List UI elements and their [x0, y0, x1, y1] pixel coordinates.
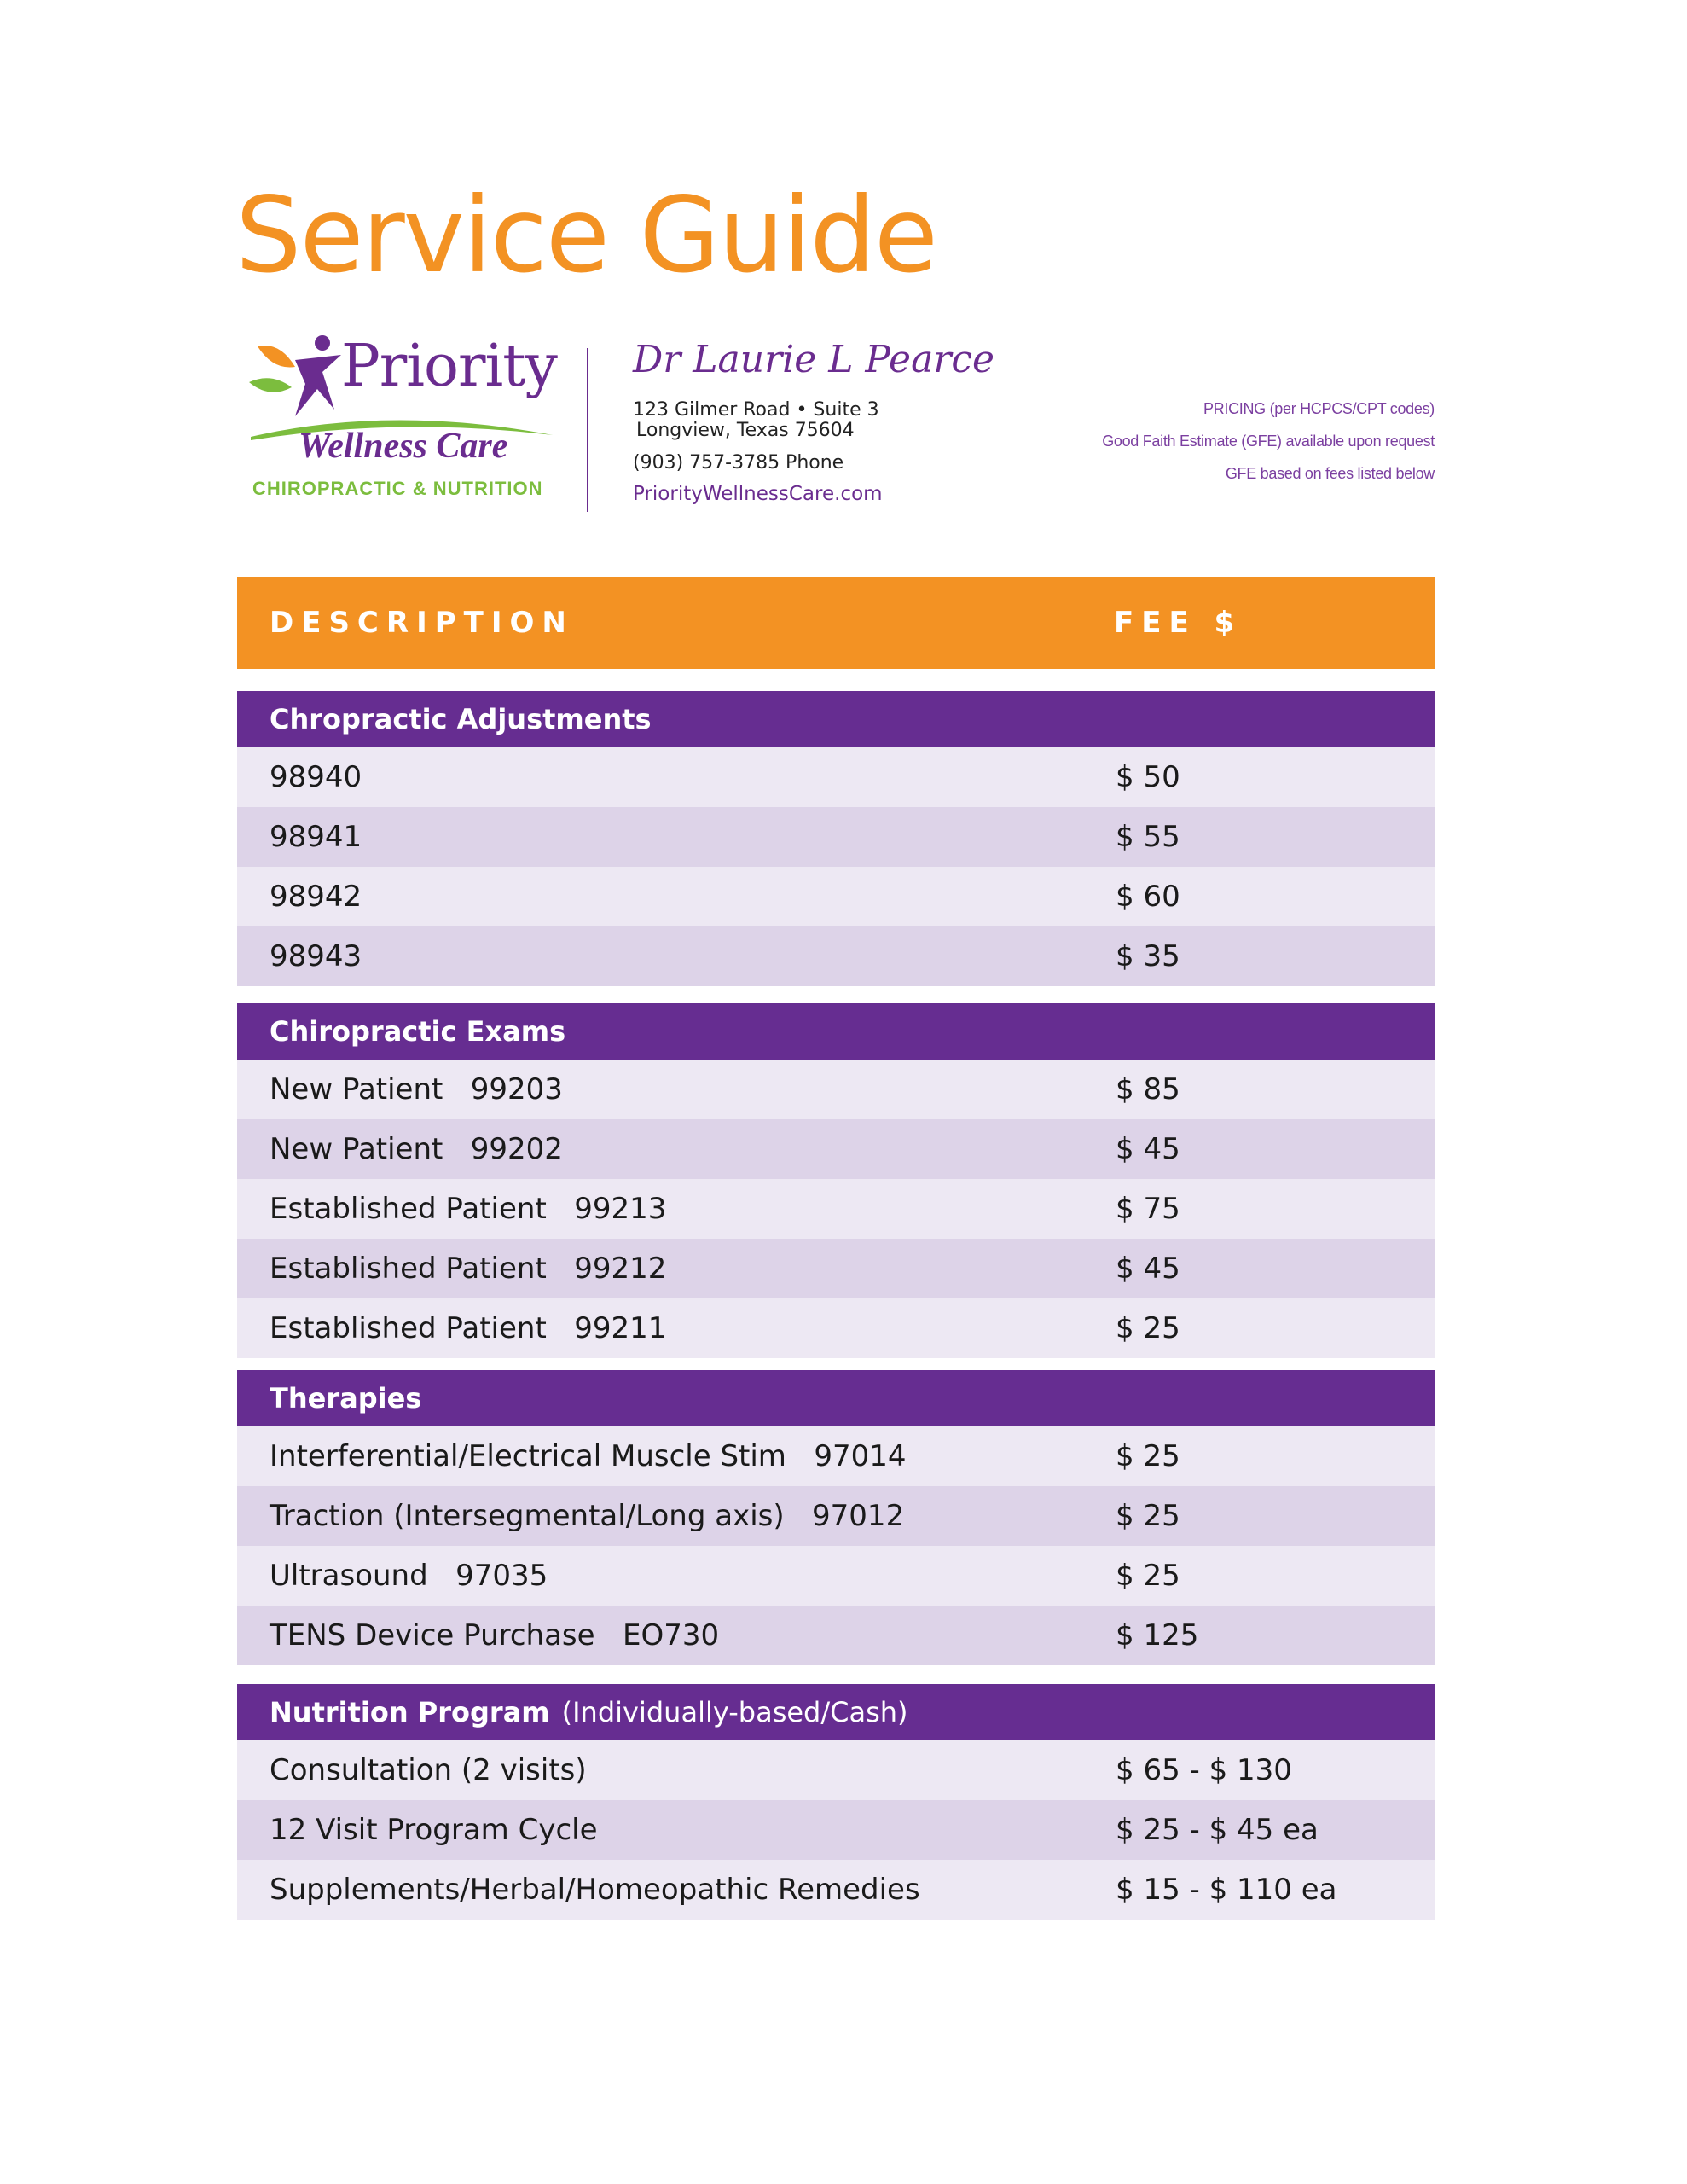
- table-row: [237, 1426, 1435, 1486]
- service-description: Ultrasound 97035: [270, 1559, 548, 1593]
- section-title-text: Nutrition Program: [270, 1696, 550, 1728]
- logo-subtitle: Wellness Care: [299, 427, 508, 466]
- service-fee: $ 45: [1116, 1132, 1180, 1166]
- service-fee: $ 25 - $ 45 ea: [1116, 1813, 1319, 1847]
- service-description: 98942: [270, 880, 362, 914]
- table-section: [237, 1370, 1435, 1665]
- column-header-description: DESCRIPTION: [270, 606, 574, 640]
- address-line-1: 123 Gilmer Road • Suite 3: [633, 399, 879, 421]
- logo-tagline: CHIROPRACTIC & NUTRITION: [252, 478, 543, 499]
- table-row: [237, 1298, 1435, 1358]
- table-row: [237, 747, 1435, 807]
- table-section: [237, 1684, 1435, 1920]
- table-row: [237, 807, 1435, 867]
- section-title-text: Chiropractic Exams: [270, 1015, 566, 1048]
- phone-number: (903) 757-3785 Phone: [633, 452, 844, 473]
- pricing-note-line-3: GFE based on fees listed below: [1225, 465, 1435, 482]
- section-title: [270, 1684, 908, 1740]
- table-row: [237, 1119, 1435, 1179]
- service-fee: $ 25: [1116, 1439, 1180, 1473]
- service-fee: $ 25: [1116, 1499, 1180, 1533]
- table-row: [237, 1060, 1435, 1119]
- service-fee: $ 25: [1116, 1311, 1180, 1345]
- section-header: [237, 1370, 1435, 1426]
- table-section: [237, 1003, 1435, 1358]
- service-description: Interferential/Electrical Muscle Stim 97014: [270, 1439, 907, 1473]
- section-header: [237, 691, 1435, 747]
- section-header: [237, 1003, 1435, 1060]
- section-note: (Individually-based/Cash): [561, 1696, 908, 1728]
- service-description: Established Patient 99211: [270, 1311, 667, 1345]
- header-divider: [587, 348, 588, 512]
- service-fee: $ 55: [1116, 820, 1180, 854]
- service-description: TENS Device Purchase EO730: [270, 1618, 720, 1653]
- company-logo: [246, 334, 561, 514]
- service-fee: $ 75: [1116, 1192, 1180, 1226]
- pricing-note-line-2: Good Faith Estimate (GFE) available upon request: [1102, 433, 1435, 450]
- table-row: [237, 926, 1435, 986]
- service-description: 98940: [270, 760, 362, 794]
- section-title-text: Chropractic Adjustments: [270, 703, 652, 735]
- service-fee: $ 65 - $ 130: [1116, 1753, 1292, 1787]
- service-fee: $ 15 - $ 110 ea: [1116, 1873, 1337, 1907]
- table-sections: [237, 691, 1435, 1920]
- section-title: [270, 1370, 421, 1426]
- section-header: [237, 1684, 1435, 1740]
- table-row: [237, 1486, 1435, 1546]
- service-fee: $ 60: [1116, 880, 1180, 914]
- page-title: Service Guide: [235, 175, 936, 296]
- table-row: [237, 1740, 1435, 1800]
- service-fee: $ 35: [1116, 939, 1180, 973]
- pricing-note-line-1: PRICING (per HCPCS/CPT codes): [1203, 400, 1435, 417]
- table-row: [237, 1546, 1435, 1606]
- fee-table: [237, 577, 1435, 1920]
- service-description: Consultation (2 visits): [270, 1753, 587, 1787]
- website-link[interactable]: PriorityWellnessCare.com: [633, 483, 883, 505]
- service-description: Traction (Intersegmental/Long axis) 97012: [270, 1499, 905, 1533]
- service-description: 98943: [270, 939, 362, 973]
- service-fee: $ 125: [1116, 1618, 1199, 1653]
- service-description: 12 Visit Program Cycle: [270, 1813, 598, 1847]
- service-description: New Patient 99202: [270, 1132, 563, 1166]
- service-fee: $ 45: [1116, 1252, 1180, 1286]
- address-line-2: Longview, Texas 75604: [636, 420, 855, 441]
- table-row: [237, 1860, 1435, 1920]
- service-description: New Patient 99203: [270, 1072, 563, 1107]
- table-section: [237, 691, 1435, 986]
- section-title-text: Therapies: [270, 1382, 422, 1414]
- table-row: [237, 1179, 1435, 1239]
- service-description: Supplements/Herbal/Homeopathic Remedies: [270, 1873, 920, 1907]
- service-description: Established Patient 99213: [270, 1192, 667, 1226]
- service-fee: $ 25: [1116, 1559, 1180, 1593]
- service-description: Established Patient 99212: [270, 1252, 667, 1286]
- column-header-fee: FEE $: [1114, 606, 1243, 640]
- table-row: [237, 867, 1435, 926]
- table-row: [237, 1800, 1435, 1860]
- service-description: 98941: [270, 820, 362, 854]
- section-title: [270, 1003, 565, 1060]
- service-fee: $ 50: [1116, 760, 1180, 794]
- table-header: [237, 577, 1435, 669]
- table-row: [237, 1606, 1435, 1665]
- section-title: [270, 691, 652, 747]
- doctor-name: Dr Laurie L Pearce: [633, 338, 995, 381]
- service-fee: $ 85: [1116, 1072, 1180, 1107]
- logo-wordmark: Priority: [341, 333, 557, 400]
- table-row: [237, 1239, 1435, 1298]
